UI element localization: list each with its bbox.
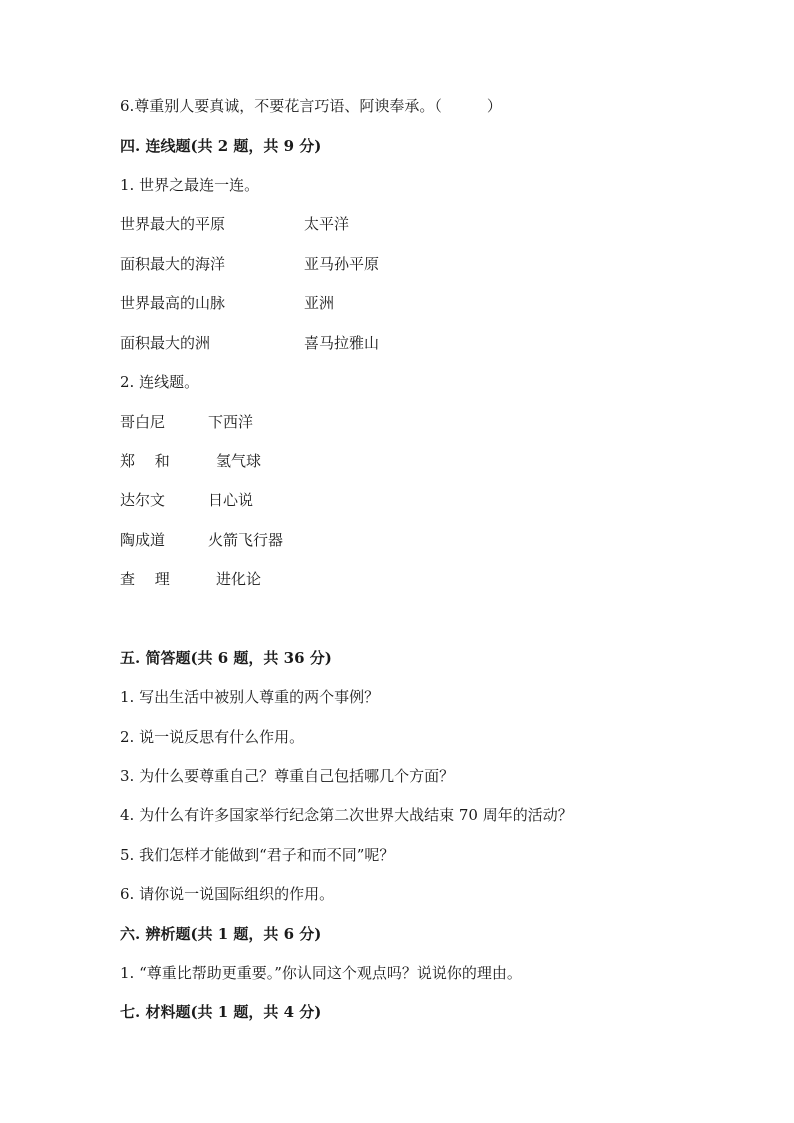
section-6-heading: 六. 辨析题(共 1 题，共 6 分) xyxy=(120,925,322,943)
short-answer-question: 2. 说一说反思有什么作用。 xyxy=(120,728,305,746)
matching-2-left-item: 哥白尼 xyxy=(120,413,166,431)
matching-1-left-item: 面积最大的海洋 xyxy=(120,255,226,273)
matching-1-left-item: 世界最大的平原 xyxy=(120,215,226,233)
short-answer-question: 6. 请你说一说国际组织的作用。 xyxy=(120,885,335,903)
short-answer-question: 1. 写出生活中被别人尊重的两个事例？ xyxy=(120,688,380,706)
analysis-question: 1. “尊重比帮助更重要。”你认同这个观点吗？说说你的理由。 xyxy=(120,964,522,982)
matching-question-1-title: 1. 世界之最连一连。 xyxy=(120,176,260,194)
matching-2-left-item: 陶成道 xyxy=(120,531,166,549)
matching-2-right-item: 进化论 xyxy=(216,570,262,588)
section-4-heading: 四. 连线题(共 2 题，共 9 分) xyxy=(120,137,322,155)
matching-question-2-title: 2. 连线题。 xyxy=(120,373,200,391)
matching-1-right-item: 亚洲 xyxy=(304,294,335,312)
short-answer-question: 5. 我们怎样才能做到“君子和而不同”呢？ xyxy=(120,846,395,864)
matching-2-left-item: 郑 和 xyxy=(120,452,170,470)
judgement-question-6: 6.尊重别人要真诚，不要花言巧语、阿谀奉承。（ ） xyxy=(120,97,502,115)
matching-1-right-item: 亚马孙平原 xyxy=(304,255,380,273)
matching-1-left-item: 面积最大的洲 xyxy=(120,334,211,352)
matching-2-left-item: 查 理 xyxy=(120,570,170,588)
matching-2-right-item: 日心说 xyxy=(208,491,254,509)
section-7-heading: 七. 材料题(共 1 题，共 4 分) xyxy=(120,1003,322,1021)
matching-1-left-item: 世界最高的山脉 xyxy=(120,294,226,312)
short-answer-question: 3. 为什么要尊重自己？尊重自己包括哪几个方面？ xyxy=(120,767,455,785)
matching-2-left-item: 达尔文 xyxy=(120,491,166,509)
short-answer-question: 4. 为什么有许多国家举行纪念第二次世界大战结束 70 周年的活动？ xyxy=(120,806,573,824)
section-5-heading: 五. 简答题(共 6 题，共 36 分) xyxy=(120,649,332,667)
matching-1-right-item: 太平洋 xyxy=(304,215,350,233)
matching-2-right-item: 氢气球 xyxy=(216,452,262,470)
matching-2-right-item: 下西洋 xyxy=(208,413,254,431)
matching-2-right-item: 火箭飞行器 xyxy=(208,531,284,549)
matching-1-right-item: 喜马拉雅山 xyxy=(304,334,380,352)
